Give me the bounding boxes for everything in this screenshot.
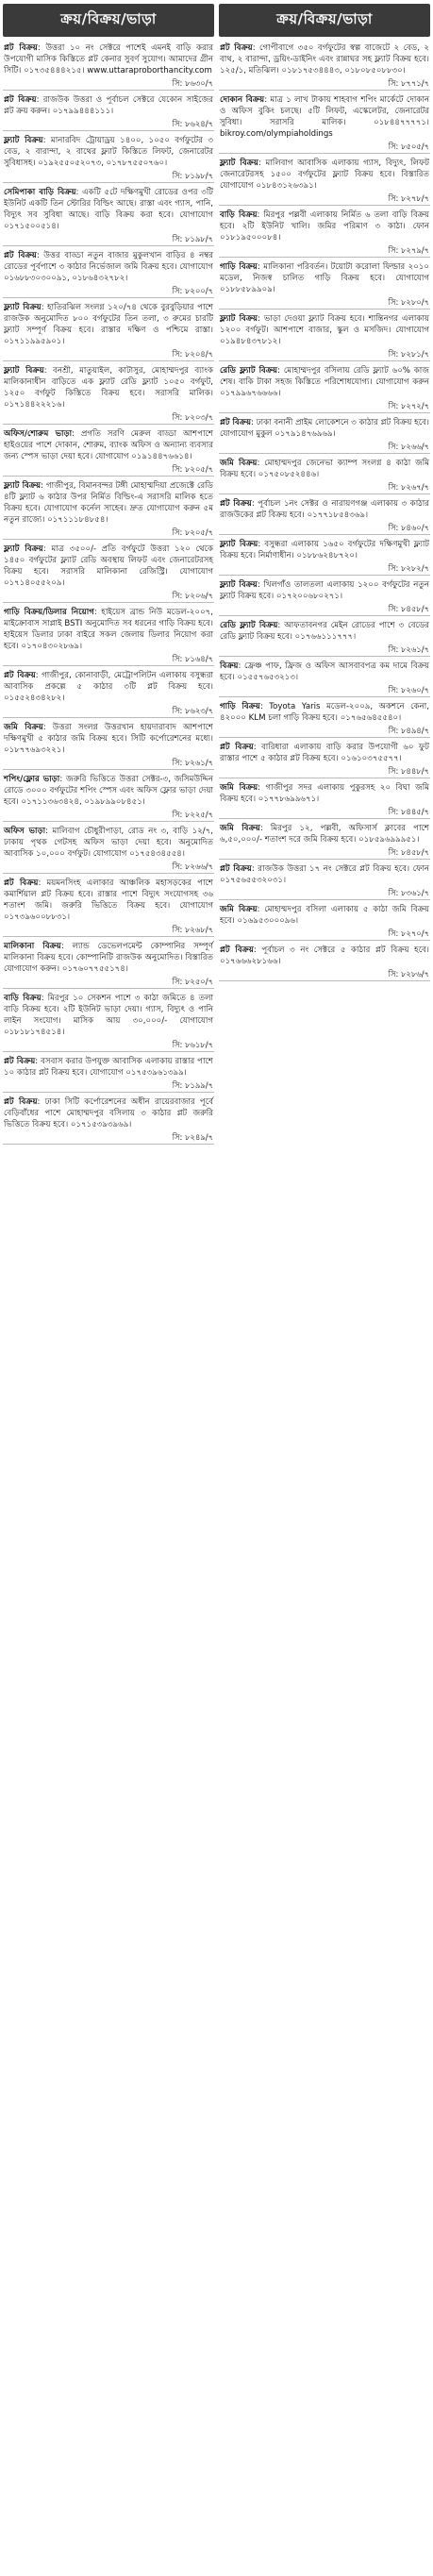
ad-category: ফ্ল্যাট বিক্রয়	[4, 136, 43, 145]
ad-code: সি: ৮২৮০/৭	[388, 297, 429, 307]
ad-category: প্লট বিক্রয়	[220, 499, 252, 509]
classified-ad	[3, 248, 214, 298]
classified-ad	[3, 939, 214, 989]
ad-code: সি: ৮১৯৮/৭	[172, 234, 213, 243]
classified-ad	[219, 208, 430, 258]
ad-category: জমি বিক্রয়	[220, 783, 258, 793]
ad-code: সি: ৮২৮১/৭	[388, 349, 429, 359]
ad-body: : হাইয়েস ব্রান্ড নিউ মডেল-২০০৭, মাইক্রোবাস সাপ্লাই BSTI অনুমোদিত সব ধরনের গাড়ি বিক্রয় হবে। হাইয়েস ডিলার ঢাকা বাইরে সকল জেলায় ডিলার নিয়োগ করা হবে। ০১৭০৪৩০২৮৬৯।	[4, 608, 213, 651]
classified-ad	[219, 902, 430, 941]
ad-body: : গোপীবাগে ৩৫০ বর্গফুটের স্বল্প বাজেটে ২ বেড, ২ বাথ, ২ বারান্দা, ড্রয়িং-ডাইনিং এবং রান্নাঘর সহ ফ্ল্যাট বিক্রয় হবে। ১২৫/১, মতিঝিল। ০১৮১৭৫৩৪৪৪৩, ০১৮০৮৫০৮৮৩০।	[220, 43, 430, 75]
ad-body: : ময়মনসিংহ এলাকার আঞ্চলিক মহাসড়কের পাশে কমার্শিয়াল প্লট বিক্রয় হবে। রাস্তার পাশে বিদ্যুৎ সংযোগসহ ৩৬ শতাংশ জমি। জরুরি ভিত্তিতে বিক্রয় হবে। যোগাযোগ ০১৭৩৯৬০০৮৮৩১।	[4, 878, 214, 922]
ad-body: : মোহাম্মদপুর বসিলা এলাকায় ৫ কাঠা জমি বিক্রয় হবে। ০১৬৯৫৩০০০৯৬।	[220, 905, 429, 926]
ad-body: : উত্তর বাড্ডা নতুন বাজার মুকুলখান বাড়ির ৪ নম্বর রোডের পূর্বপাশে ৩ কাঠার নির্ভেজাল জমি বিক্রয় হবে। যোগাযোগ ০১৬৮৮৩০৩০০৯১, ০১৮৬৪৩২৭৮২।	[4, 251, 213, 283]
ad-code: সি: ৮২৬৭/৭	[388, 482, 429, 492]
ad-category: শপিং/ফ্লোর ভাড়া	[4, 775, 60, 784]
ad-body: : উত্তরা ১০ নং সেক্টরে পাশেই এমনই বাড়ি করার উপযোগী মাসিক কিস্তিতে প্লট কেনার সুবর্ণ সুযোগ। আমাদের গ্রীন সিটি। ০১৭৩৫৪৪৪২১৫। www.uttaraproborthancity.com	[4, 43, 213, 75]
ad-category: ফ্ল্যাট বিক্রয়	[4, 303, 42, 312]
ad-code: সি: ৮১৯৮/৭	[172, 171, 213, 180]
ad-body: : মালিকানা পরিবর্তন। টয়োটা করোলা ফিল্ডার ২০১০ মডেল, নিজস্ব চালিত গাড়ি বিক্রয় হবে। যোগাযোগ ০১৮৮৫৮৯৯০৯।	[220, 262, 429, 294]
classified-ad	[219, 41, 430, 91]
ad-body: : ভাড়া দেওয়া ফ্ল্যাট বিক্রয় হবে। শান্তিনগর এলাকায় ১২০০ বর্গফুট। আশপাশে বাজার, স্কুল ও মসজিদ। যোগাযোগ ০১৯৪৮৪৩৭৮১২।	[220, 314, 429, 346]
ad-body: : Toyota Yaris মডেল-২০০৯, অকশনে কেনা, ৪২০০০ KLM চলা গাড়ি বিক্রয় হবে। ০১৭৬৫৬৪৫৫৪০।	[220, 702, 429, 723]
ad-body: : বনশ্রী, মাতুয়াইল, কাটাসুর, মোহাম্মদপুর ব্যাংক মালিকানাধীন বাড়িতে এক ফ্ল্যাট রেডি ফ্ল্যাট ১০৫০ বর্গফুট, ১২৫০ বর্গফুট কিস্তিতে বিক্রয় হবে। সরাসরি মালিক। ০১৭১৪৪২২২১৬।	[4, 366, 213, 410]
classified-ad	[219, 861, 430, 900]
ad-category: প্লট বিক্রয়	[4, 1057, 36, 1066]
ad-category: ফ্ল্যাট বিক্রয়	[220, 580, 258, 590]
ad-category: ফ্ল্যাট বিক্রয়	[4, 544, 43, 554]
ad-code: সি: ৮২৭০/৭	[388, 928, 429, 938]
ad-category: সেমিপাকা বাড়ি বিক্রয়	[4, 188, 76, 197]
ad-body: : রাজউক উত্তরা ও পূর্বাচল সেক্টরে যেকোন সাইজের প্লট ক্রয় করুন। ০১৭৯৯৪৪৪১১১।	[4, 95, 213, 116]
ad-code: সি: ৮২৭৯/৭	[388, 245, 429, 255]
classified-ad	[3, 300, 214, 361]
ad-code: সি: ৮৭৭১/৭	[388, 78, 429, 88]
ad-category: প্লট বিক্রয়	[220, 864, 252, 874]
ad-code: সি: ৮২৭৮/৭	[388, 193, 429, 203]
ad-code: সি: ৮৬১৮/৭	[172, 1040, 213, 1049]
classified-ad	[219, 415, 430, 454]
ad-body: : গাজীপুর, বিমানবন্দর টঙ্গী মোহাম্মদিয়া প্রজেক্টে রেডি ৪টি ফ্ল্যাট ৬ কাঠার উপর নির্মিত বিল্ডিং-এ সরাসরি মালিক হতে বিক্রয় হবে। যোগাযোগ কর্নেল সাহেব। দ্রুত যোগাযোগ করুন ৫ম নতুন রাজ্যে। ০১৭১১১৮৪৮৫৪।	[4, 481, 213, 525]
ad-body: : আফতাবনগর মেইন রোডের পাশে ৩ বেডের রেডি ফ্ল্যাট বিক্রয় হবে। ০১৭৬৬১১১৭৭৭।	[220, 621, 429, 642]
ad-code: সি: ৮২৮৬/৭	[388, 969, 429, 979]
ad-category: ফ্ল্যাট বিক্রয়	[220, 159, 258, 168]
ad-code: সি: ৮৬৩০/৭	[172, 78, 213, 88]
ad-code: সি: ৮২৮২/৭	[388, 563, 429, 573]
ad-body: : ঢাকা সিটি কর্পোরেশনের অধীন রায়েরবাজার পূর্বে বেড়িবাঁধের পাশে মোহাম্মদপুর বসিলায় ৩ কাঠার প্লট জরুরি ভিত্তিতে বিক্রয় হবে। ০১৭১৫৩৯৩৯৬৯।	[4, 1097, 213, 1129]
ad-body: : খিলগাঁও তালতলা এলাকায় ১২০০ বর্গফুটের নতুন ফ্ল্যাট বিক্রয় হবে। ০১৭২০০৬৮০২৭১।	[220, 580, 430, 601]
ad-body: : মাত্র ১ লাখ টাকায় শাহবাগ শপিং মার্কেটে দোকান ও অফিস বুকিং চলছে। ৫টি লিফট, এস্কেলেটর, জেনারেটর সুবিধা। সরাসরি মালিক। ০১৮৪৪৭৭৭৭১। bikroy.com/olympiaholdings	[220, 95, 430, 139]
classified-ad	[3, 991, 214, 1052]
ad-code: সি: ৮৩৬১/৭	[388, 888, 429, 897]
classified-ad	[219, 943, 430, 981]
classified-ad	[3, 41, 214, 91]
ad-category: প্লট বিক্রয়	[4, 95, 37, 105]
ad-body: : মালিবাগ আবাসিক এলাকায় গ্যাস, বিদ্যুৎ, লিফট জেনারেটরসহ ১৫০০ বর্গফুটের ফ্ল্যাট বিক্রয় হবে। বিস্তারিত যোগাযোগ ০১৮৪৩১২৬৩৯১।	[220, 159, 429, 191]
ad-category: জমি বিক্রয়	[220, 905, 258, 914]
ad-body: : হাতিরঝিল সংলগ্ন ১২০/৭৪ থেকে বুরবুড়িয়ার পাশে রাজউক অনুমোদিত ৮০০ বর্গফুটের তিন তলা, ৩ রুমের চারটি ফ্ল্যাট সম্পূর্ণ বিক্রয় হবে। রাস্তার দক্ষিণ ও পশ্চিমে রাস্তা। ০১৭১১৯৯৫৯০১।	[4, 303, 213, 346]
ad-category: প্লট বিক্রয়	[4, 878, 39, 888]
ad-body: : পূর্বাচল ৩ নং সেক্টরে ৫ কাঠার প্লট বিক্রয় হবে। ০১৭৬৬৬২৮১৬৬।	[220, 945, 429, 966]
ad-code: সি: ৮৪৫৮/৭	[388, 604, 429, 613]
ad-code: সি: ৮৫০৫/৭	[388, 142, 429, 151]
classified-ad	[3, 720, 214, 770]
ad-body: : মোহাম্মদপুর জেনেভা ক্যাম্প সংলগ্ন ৪ কাঠা জমি বিক্রয় হবে। ০১৭৫০৮৫২৪৪৬।	[220, 459, 429, 479]
ad-code: সি: ৮৪৯৪/৭	[388, 726, 429, 735]
ad-body: : বসবাস করার উপযুক্ত আবাসিক এলাকায় রাস্তার পাশে ১০ কাঠার প্লট বিক্রয় হবে। যোগাযোগ ০১৭৫৩৯৬১৩৯৯।	[4, 1057, 213, 1078]
ad-code: সি: ৮১৯৯/৭	[172, 1080, 213, 1090]
ad-body: : মাত্র ৩৫০০/- প্রতি বর্গফুটে উত্তরা ১২০ থেকে ১৪৫০ বর্গফুটের ফ্ল্যাট রেডি অবস্থায় লিফট এবং জেনারেটরসহ বিক্রয় হবে। সরাসরি মালিকানা রেজিস্ট্রি। যোগাযোগ ০১৭১৪০৫৫২০৯।	[4, 544, 213, 588]
classified-ad	[3, 133, 214, 183]
classified-ad	[219, 456, 430, 494]
ad-body: : গাজীপুর সদর এলাকায় পুকুরসহ ২০ বিঘা জমি বিক্রয় হবে। ০১৭৭৮৬৯৯৬৭১।	[220, 783, 429, 804]
ad-code: সি: ৮৪৪৮/৭	[388, 766, 429, 776]
ad-category: অফিস ভাড়া	[4, 827, 46, 836]
ad-body: : ফ্রেঞ্চ পাফ, ফ্রিজ ও অফিস আসবাবপত্র কম দামে বিক্রয় হবে। ০১৫৫৭৬৫৩২১৩।	[220, 661, 429, 682]
ad-category: গাড়ি বিক্রয়	[220, 702, 260, 711]
classified-ad	[3, 772, 214, 822]
ad-code: সি: ৮২০৫/৭	[172, 464, 213, 474]
ad-category: ফ্ল্যাট বিক্রয়	[4, 481, 42, 491]
ad-category: জমি বিক্রয়	[220, 824, 260, 833]
ad-body: : মোহাম্মদপুর বসিলায় রেডি ফ্ল্যাট ৬০% কাজ শেষ। বাকি টাকা সহজ কিস্তিতে পরিশোধযোগ্য। যোগাযোগ করুন ০১৭৯৯৬৭৬৬৬৬।	[220, 366, 429, 398]
classified-ad	[219, 780, 430, 819]
ad-code: সি: ৮৪৪৫/৭	[388, 807, 429, 816]
ad-category: গাড়ি বিক্রয়	[220, 262, 258, 272]
classified-ad	[3, 478, 214, 540]
classified-ad	[3, 92, 214, 131]
ad-body: : মানারবিদ ট্রোয়াড্রয় ১৪০০, ১০৫০ বর্গফুটের ৩ বেড, ২ বারান্দা, ২ বাথের ফ্ল্যাট কিস্তিতে লিফট, জেনারেটর সুবিধাসহ। ০১৯২৫৫০৫২০৭৩, ০১৭৮৭৫৫০৭৬০।	[4, 136, 213, 168]
ad-body: : বারিধারা এলাকায় বাড়ি করার উপযোগী ৬০ ফুট রাস্তার পাশে ৫ কাঠার প্লট বিক্রয় হবে। ০১৬১০৩৭৫৫৭৭।	[220, 743, 429, 763]
classified-ad	[3, 542, 214, 603]
ad-body: : ঢাকা বনানী প্রাইম লোকেশনে ৩ কাঠার প্লট বিক্রয় হবে। যোগাযোগ মুকুল ০১৭৯১৪৭৬৯৬৯।	[220, 418, 430, 439]
ad-code: সি: ৮২৬১/৭	[172, 758, 213, 767]
ad-code: সি: ৮২৫০/৭	[172, 977, 213, 986]
ad-category: মালিকানা বিক্রয়	[4, 942, 61, 951]
ad-category: ফ্ল্যাট বিক্রয়	[4, 366, 44, 376]
ad-category: প্লট বিক্রয়	[4, 43, 38, 53]
classified-ad	[219, 311, 430, 361]
classified-ad	[3, 427, 214, 477]
ad-category: প্লট বিক্রয়	[4, 1097, 38, 1107]
classified-ad	[3, 876, 214, 937]
ad-code: সি: ৮২৬৬/৭	[172, 861, 213, 871]
ad-category: ফ্ল্যাট বিক্রয়	[220, 540, 258, 549]
ad-category: জমি বিক্রয়	[220, 459, 258, 468]
ad-body: : পূর্বাচল ১নং সেক্টর ও নারায়ণগঞ্জ এলাকায় ৩ কাঠার রাজউকের প্লট বিক্রয় হবে। ০১৭৭১৮৫৪৩৬৯।	[220, 499, 429, 520]
ad-body: : গাজীপুর, কোনাবাড়ী, মেট্রোপলিটন এলাকায় বসুন্ধরা আবাসিক প্রকল্পে ৫ কাঠার ৩টি প্লট বিক্রয় হবে। ০১৫৫২৪৩৪২৮২।	[4, 671, 213, 703]
ad-category: প্লট বিক্রয়	[4, 671, 36, 680]
ad-body: : রাজউক উত্তরা ১৭ নং সেক্টরে প্লট বিক্রয় হবে। ফোন ০১৭৫৬৫৫৩২০৩১।	[220, 864, 429, 885]
ad-category: অফিস/শোরুম ভাড়া	[4, 429, 73, 439]
ad-code: সি: ৮২৪৯/৭	[172, 1132, 213, 1142]
ad-category: রেডি ফ্ল্যাট বিক্রয়	[220, 621, 278, 630]
classified-ad	[3, 1095, 214, 1145]
classified-ad	[219, 537, 430, 576]
right-column	[219, 4, 430, 2576]
ad-code: সি: ৮৬২৩/৭	[172, 706, 213, 715]
ad-code: সি: ৮৪৬০/৭	[388, 523, 429, 532]
classified-ad	[3, 1054, 214, 1093]
ad-category: জমি বিক্রয়	[4, 723, 43, 732]
ad-category: প্লট বিক্রয়	[4, 251, 37, 260]
ad-category: রেডি ফ্ল্যাট বিক্রয়	[220, 366, 278, 376]
classified-ad	[3, 668, 214, 718]
ad-body: : মিরপুর ১০ সেকশন পাশে ৩ কাঠা জমিতে ৪ তলা বাড়ি বিক্রয় হবে। ২টি ইউনিট ভাড়া দেয়া। গ্যাস, বিদ্যুৎ ও পানি লাইন সংযোগ। মাসিক আয় ৩০,০০০/- যোগাযোগ ০১৮১৮১৭৪৫১৪।	[4, 994, 213, 1037]
classified-ad	[219, 577, 430, 616]
classified-ad	[3, 824, 214, 874]
ad-body: : উত্তরা সংলগ্ন উত্তরখান হায়দারাবাদ আশপাশে দক্ষিণমুখী ৫ কাঠার জমি বিক্রয় হবে। সিটি কর্পোরেশনের মধ্যে। ০১৮৭৭৬৯৩২২১।	[4, 723, 213, 755]
ad-body: : একটি ৫টে দক্ষিণমুখী রোডের ওপর ৩টি ইউনিট একটি তিন স্টোরির বিল্ডিং আছে। রাস্তা এবং গ্যাস, পানি, বিদ্যুৎ সব সুবিধা আছে। বাড়ি বিক্রয় করা হবে। যোগাযোগ ০১৭১৫০০৫১৪।	[4, 188, 213, 231]
classified-ad	[219, 363, 430, 413]
ad-category: প্লট বিক্রয়	[220, 945, 254, 955]
ad-category: প্লট বিক্রয়	[220, 418, 252, 427]
ad-category: প্লট বিক্রয়	[220, 743, 254, 752]
ad-body: : বসুন্ধরা এলাকায় ১৬৫০ বর্গফুটের দক্ষিণমুখী ফ্ল্যাট বিক্রয় হবে। নির্মাণাধীন। ০১৮৮৬২৪৮৭২০।	[220, 540, 429, 560]
section-header: ক্রয়/বিক্রয়/ভাড়া	[219, 4, 430, 37]
ad-body: : প্রগতি সরণি মেরুল বাড্ডা আশপাশে হাইওয়ের পাশে দোকান, শোরুম, ব্যাংক অফিস ও অন্যান্য ব্যবসার জন্য স্পেস ভাড়া দেয়া হবে। যোগাযোগ ০১৯১৪৪৭৬৬১৪।	[4, 429, 213, 461]
ad-category: বিক্রয়	[220, 661, 239, 671]
ad-code: সি: ৮৬২৪/৭	[172, 119, 213, 128]
classified-ad	[219, 659, 430, 697]
ad-body: : ল্যান্ড ডেভেলপমেন্ট কোম্পানির সম্পূর্ণ মালিকানা বিক্রয় হবে। কোম্পানিটি রাজউক অনুমোদিত। বিস্তারিত যোগাযোগ করুন। ০১৭৬০৭৭৫৫১৭৪।	[4, 942, 213, 974]
ad-category: বাড়ি বিক্রয়	[4, 994, 42, 1003]
classified-ad	[3, 185, 214, 246]
ad-code: সি: ৮২০৬/৭	[172, 591, 213, 600]
ad-body: : জরুরি ভিত্তিতে উত্তরা সেক্টর-৩, জসিমউদ্দিন রোডে ৩০০০ বর্গফুটের শপিং স্পেস এবং অফিস ফ্লোর ভাড়া দেয়া হবে। ০১৭১১৩৬৩৪২৪, ০১৯৮৯৯০৮৪৫১।	[4, 775, 214, 807]
classified-ad	[219, 92, 430, 154]
ad-code: সি: ৮২২৫/৭	[172, 810, 213, 819]
classified-ad	[219, 496, 430, 535]
ad-category: ফ্ল্যাট বিক্রয়	[220, 314, 258, 324]
ad-body: : মিরপুর পল্লবী এলাকায় নির্মিত ৬ তলা বাড়ি বিক্রয় হবে। ২টি ইউনিট খালি। জমির পরিমাণ ৩ কাঠা। ফোন ০১৮১৯৫০০০৮৪।	[220, 210, 429, 243]
ad-code: সি: ৮২৬০/৭	[388, 685, 429, 694]
ad-category: বাড়ি বিক্রয়	[220, 210, 258, 220]
classified-ad	[3, 363, 214, 425]
classified-ad	[219, 618, 430, 657]
ad-code: সি: ৮২০৪/৭	[172, 349, 213, 359]
ad-code: সি: ৮২৬৮/৭	[172, 925, 213, 934]
classified-ad	[219, 740, 430, 778]
left-column	[3, 4, 214, 2576]
classified-ad	[219, 156, 430, 206]
ad-category: গাড়ি বিক্রয়/ডিলার নিয়োগ	[4, 608, 94, 617]
ad-code: সি: ৮৪৫৮/৭	[388, 847, 429, 857]
classified-ad	[219, 259, 430, 309]
ad-code: সি: ৮২৭২/৭	[388, 401, 429, 410]
classified-ad	[219, 821, 430, 860]
ad-code: সি: ৮২৬৬/৭	[388, 442, 429, 451]
ad-code: সি: ৮২০৫/৭	[172, 527, 213, 537]
ad-code: সি: ৮২০৩/৭	[172, 412, 213, 422]
ad-code: সি: ৮২৬১/৭	[388, 644, 429, 654]
ad-category: প্লট বিক্রয়	[220, 43, 253, 53]
classified-ad	[219, 699, 430, 738]
ad-code: সি: ৮১৬৪/৭	[172, 654, 213, 663]
ad-body: : মালিবাগ চৌধুরীপাড়া, রোড নং ৩, বাড়ি ১২/৭, ঢাকায় পৃথক গেটসহ অফিস ভাড়া দেয়া হবে। অনুমোদিত আবাসিক ১০,০০০ বর্গফুট। যোগাযোগ ০১৭৫৪৩৪৫৫৪।	[4, 827, 213, 859]
section-header: ক্রয়/বিক্রয়/ভাড়া	[3, 4, 214, 37]
classified-ad	[3, 605, 214, 666]
ad-category: দোকান বিক্রয়	[220, 95, 265, 105]
ad-body: : মিরপুর ১২, পল্লবী, অফিসার্স ক্লাবের পাশে ৬,৫০,০০০/- শতাংশ দরে জমি বিক্রয় হবে। ০১৮৫৯৬৯৯৯৫১।	[220, 824, 429, 845]
ad-code: সি: ৮২০০/৭	[172, 286, 213, 295]
